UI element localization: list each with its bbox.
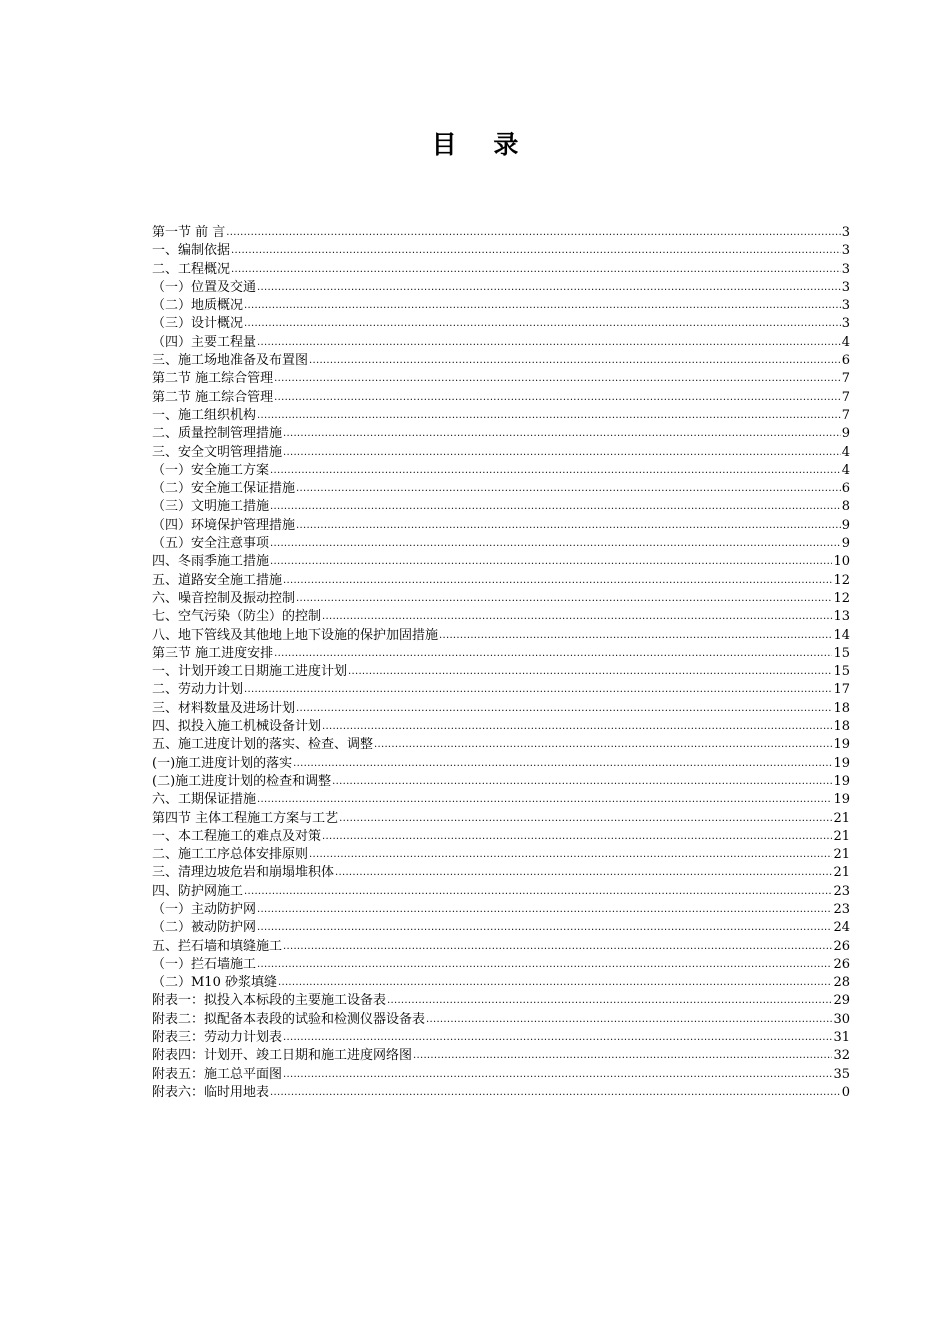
toc-page-number: 3 bbox=[841, 243, 850, 259]
toc-entry-text: （四）主要工程量 bbox=[152, 334, 257, 350]
toc-entry[interactable] bbox=[152, 663, 850, 681]
page-title: 目 录 bbox=[431, 130, 533, 159]
toc-entry[interactable] bbox=[152, 407, 850, 425]
toc-entry[interactable] bbox=[152, 681, 850, 699]
toc-page-number: 17 bbox=[833, 682, 850, 698]
toc-entry[interactable] bbox=[152, 627, 850, 645]
toc-page-number: 23 bbox=[833, 901, 850, 917]
toc-entry-text: 三、清理边坡危岩和崩塌堆积体 bbox=[152, 865, 335, 881]
toc-dot-leader bbox=[296, 700, 832, 718]
toc-entry-text: 二、质量控制管理措施 bbox=[152, 426, 283, 442]
toc-entry-text: (二)施工进度计划的检查和调整 bbox=[152, 773, 332, 789]
toc-dot-leader bbox=[335, 864, 832, 882]
toc-entry-text: 一、编制依据 bbox=[152, 243, 231, 259]
toc-entry[interactable] bbox=[152, 883, 850, 901]
toc-entry[interactable] bbox=[152, 1084, 850, 1102]
toc-entry[interactable] bbox=[152, 810, 850, 828]
toc-dot-leader bbox=[270, 535, 841, 553]
toc-dot-leader bbox=[339, 810, 832, 828]
toc-entry[interactable] bbox=[152, 901, 850, 919]
toc-page-number: 12 bbox=[833, 572, 850, 588]
toc-entry[interactable] bbox=[152, 700, 850, 718]
toc-entry-text: 一、本工程施工的难点及对策 bbox=[152, 828, 322, 844]
toc-entry-text: （二）安全施工保证措施 bbox=[152, 481, 296, 497]
toc-page-number: 26 bbox=[833, 956, 850, 972]
table-of-contents bbox=[152, 224, 850, 1102]
toc-entry[interactable] bbox=[152, 956, 850, 974]
toc-dot-leader bbox=[244, 297, 841, 315]
toc-dot-leader bbox=[278, 974, 832, 992]
toc-entry-text: 二、工程概况 bbox=[152, 261, 231, 277]
toc-dot-leader bbox=[231, 261, 841, 279]
toc-dot-leader bbox=[283, 572, 832, 590]
toc-entry[interactable] bbox=[152, 370, 850, 388]
toc-dot-leader bbox=[322, 828, 832, 846]
toc-entry-text: 附表三：劳动力计划表 bbox=[152, 1030, 283, 1046]
toc-dot-leader bbox=[439, 627, 832, 645]
toc-page-number: 12 bbox=[833, 590, 850, 606]
toc-entry[interactable] bbox=[152, 315, 850, 333]
toc-dot-leader bbox=[293, 755, 832, 773]
toc-entry[interactable] bbox=[152, 480, 850, 498]
toc-dot-leader bbox=[244, 681, 832, 699]
toc-dot-leader bbox=[244, 315, 841, 333]
toc-dot-leader bbox=[231, 242, 841, 260]
toc-entry[interactable] bbox=[152, 352, 850, 370]
toc-page-number: 21 bbox=[833, 810, 850, 826]
toc-dot-leader bbox=[257, 901, 832, 919]
toc-entry-text: （一）主动防护网 bbox=[152, 901, 257, 917]
toc-page-number: 21 bbox=[833, 865, 850, 881]
toc-entry[interactable] bbox=[152, 736, 850, 754]
toc-page-number: 7 bbox=[841, 389, 850, 405]
toc-entry[interactable] bbox=[152, 919, 850, 937]
toc-entry-text: （二）地质概况 bbox=[152, 298, 244, 314]
toc-dot-leader bbox=[283, 425, 841, 443]
toc-page-number: 9 bbox=[841, 517, 850, 533]
toc-dot-leader bbox=[270, 462, 841, 480]
toc-page-number: 3 bbox=[841, 261, 850, 277]
toc-entry[interactable] bbox=[152, 1011, 850, 1029]
toc-dot-leader bbox=[274, 389, 841, 407]
toc-dot-leader bbox=[309, 352, 841, 370]
toc-dot-leader bbox=[270, 1084, 841, 1102]
toc-dot-leader bbox=[296, 480, 841, 498]
toc-entry-text: 八、地下管线及其他地上地下设施的保护加固措施 bbox=[152, 627, 439, 643]
toc-entry-text: （二）被动防护网 bbox=[152, 920, 257, 936]
toc-entry[interactable] bbox=[152, 297, 850, 315]
toc-entry-text: 一、施工组织机构 bbox=[152, 407, 257, 423]
toc-page-number: 14 bbox=[833, 627, 850, 643]
toc-page-number: 4 bbox=[841, 334, 850, 350]
toc-entry-text: 一、计划开竣工日期施工进度计划 bbox=[152, 664, 348, 680]
toc-page-number: 15 bbox=[833, 645, 850, 661]
toc-dot-leader bbox=[387, 992, 832, 1010]
toc-entry[interactable] bbox=[152, 791, 850, 809]
toc-entry[interactable] bbox=[152, 718, 850, 736]
toc-entry[interactable] bbox=[152, 572, 850, 590]
toc-dot-leader bbox=[274, 370, 841, 388]
toc-page-number: 3 bbox=[841, 225, 850, 240]
toc-entry[interactable] bbox=[152, 425, 850, 443]
toc-dot-leader bbox=[296, 590, 832, 608]
toc-entry[interactable] bbox=[152, 535, 850, 553]
toc-page-number: 10 bbox=[833, 554, 850, 570]
toc-entry[interactable] bbox=[152, 1047, 850, 1065]
toc-entry-text: 五、拦石墙和填缝施工 bbox=[152, 938, 283, 954]
toc-dot-leader bbox=[413, 1047, 832, 1065]
toc-entry-text: 二、施工工序总体安排原则 bbox=[152, 847, 309, 863]
toc-dot-leader bbox=[226, 224, 840, 242]
toc-entry-text: （一）位置及交通 bbox=[152, 279, 257, 295]
toc-entry-text: （五）安全注意事项 bbox=[152, 536, 270, 552]
toc-dot-leader bbox=[257, 956, 832, 974]
toc-page-number: 31 bbox=[833, 1030, 850, 1046]
toc-entry[interactable] bbox=[152, 389, 850, 407]
toc-page-number: 35 bbox=[833, 1066, 850, 1082]
toc-page-number: 18 bbox=[833, 719, 850, 735]
toc-entry-text: 五、施工进度计划的落实、检查、调整 bbox=[152, 737, 374, 753]
toc-dot-leader bbox=[426, 1011, 832, 1029]
toc-dot-leader bbox=[257, 334, 841, 352]
toc-entry[interactable] bbox=[152, 1029, 850, 1047]
toc-entry-text: （一）安全施工方案 bbox=[152, 462, 270, 478]
toc-entry[interactable] bbox=[152, 462, 850, 480]
toc-entry[interactable] bbox=[152, 553, 850, 571]
toc-page-number: 3 bbox=[841, 316, 850, 332]
toc-entry[interactable] bbox=[152, 846, 850, 864]
toc-entry-text: 附表四：计划开、竣工日期和施工进度网络图 bbox=[152, 1048, 413, 1064]
toc-dot-leader bbox=[322, 718, 832, 736]
toc-dot-leader bbox=[309, 846, 832, 864]
toc-entry-text: （四）环境保护管理措施 bbox=[152, 517, 296, 533]
toc-page-number: 29 bbox=[833, 993, 850, 1009]
toc-dot-leader bbox=[322, 608, 832, 626]
toc-page-number: 19 bbox=[833, 755, 850, 771]
toc-entry[interactable] bbox=[152, 645, 850, 663]
toc-entry-text: 附表二：拟配备本表段的试验和检测仪器设备表 bbox=[152, 1011, 426, 1027]
toc-entry-text: 第三节 施工进度安排 bbox=[152, 645, 274, 661]
toc-page-number: 21 bbox=[833, 847, 850, 863]
toc-entry[interactable] bbox=[152, 608, 850, 626]
toc-dot-leader bbox=[257, 791, 832, 809]
toc-entry[interactable] bbox=[152, 864, 850, 882]
toc-entry-text: （二）M10 砂浆填缝 bbox=[152, 975, 277, 991]
toc-page-number: 0 bbox=[841, 1084, 850, 1100]
toc-dot-leader bbox=[348, 663, 832, 681]
toc-entry-text: 七、空气污染（防尘）的控制 bbox=[152, 609, 322, 625]
toc-entry-text: 二、劳动力计划 bbox=[152, 682, 244, 698]
toc-page-number: 26 bbox=[833, 938, 850, 954]
toc-entry[interactable] bbox=[152, 517, 850, 535]
toc-entry[interactable] bbox=[152, 974, 850, 992]
toc-page-number: 30 bbox=[833, 1011, 850, 1027]
toc-entry-text: （一）拦石墙施工 bbox=[152, 956, 257, 972]
toc-entry[interactable] bbox=[152, 590, 850, 608]
toc-entry[interactable] bbox=[152, 261, 850, 279]
toc-dot-leader bbox=[283, 1066, 832, 1084]
toc-entry-text: 六、噪音控制及振动控制 bbox=[152, 590, 296, 606]
toc-dot-leader bbox=[283, 444, 841, 462]
toc-entry-text: (一)施工进度计划的落实 bbox=[152, 755, 293, 771]
toc-page-number: 4 bbox=[841, 444, 850, 460]
toc-entry-text: 三、材料数量及进场计划 bbox=[152, 700, 296, 716]
toc-page-number: 15 bbox=[833, 664, 850, 680]
toc-entry[interactable] bbox=[152, 773, 850, 791]
toc-page-number: 28 bbox=[833, 975, 850, 991]
toc-entry-text: 四、拟投入施工机械设备计划 bbox=[152, 719, 322, 735]
toc-dot-leader bbox=[283, 1029, 832, 1047]
toc-dot-leader bbox=[283, 938, 832, 956]
toc-entry-text: （三）设计概况 bbox=[152, 316, 244, 332]
toc-page-number: 19 bbox=[833, 737, 850, 753]
toc-dot-leader bbox=[270, 553, 832, 571]
toc-page-number: 32 bbox=[833, 1048, 850, 1064]
toc-page-number: 18 bbox=[833, 700, 850, 716]
toc-page-number: 13 bbox=[833, 609, 850, 625]
toc-entry-text: 六、工期保证措施 bbox=[152, 792, 257, 808]
toc-page-number: 6 bbox=[841, 353, 850, 369]
toc-dot-leader bbox=[332, 773, 832, 791]
toc-page-number: 9 bbox=[841, 426, 850, 442]
toc-page-number: 23 bbox=[833, 883, 850, 899]
toc-entry[interactable] bbox=[152, 334, 850, 352]
toc-entry-text: 第二节 施工综合管理 bbox=[152, 371, 274, 387]
toc-entry[interactable] bbox=[152, 498, 850, 516]
toc-entry-text: 第一节 前 言 bbox=[152, 225, 226, 240]
toc-entry-text: 附表一：拟投入本标段的主要施工设备表 bbox=[152, 993, 387, 1009]
toc-dot-leader bbox=[257, 279, 841, 297]
toc-entry[interactable] bbox=[152, 444, 850, 462]
toc-dot-leader bbox=[296, 517, 841, 535]
toc-page-number: 19 bbox=[833, 792, 850, 808]
toc-entry[interactable] bbox=[152, 992, 850, 1010]
toc-entry[interactable] bbox=[152, 755, 850, 773]
toc-dot-leader bbox=[270, 498, 841, 516]
toc-entry-text: 四、冬雨季施工措施 bbox=[152, 554, 270, 570]
toc-entry[interactable] bbox=[152, 938, 850, 956]
toc-entry-text: 第四节 主体工程施工方案与工艺 bbox=[152, 810, 339, 826]
toc-page-number: 21 bbox=[833, 828, 850, 844]
toc-page-number: 24 bbox=[833, 920, 850, 936]
toc-dot-leader bbox=[257, 407, 841, 425]
toc-dot-leader bbox=[374, 736, 832, 754]
toc-page-number: 19 bbox=[833, 773, 850, 789]
toc-entry[interactable] bbox=[152, 279, 850, 297]
toc-page-number: 9 bbox=[841, 536, 850, 552]
toc-entry-text: 附表六：临时用地表 bbox=[152, 1084, 270, 1100]
toc-dot-leader bbox=[257, 919, 832, 937]
toc-page-number: 3 bbox=[841, 298, 850, 314]
toc-entry-text: 五、道路安全施工措施 bbox=[152, 572, 283, 588]
toc-entry-text: （三）文明施工措施 bbox=[152, 499, 270, 515]
toc-page-number: 3 bbox=[841, 279, 850, 295]
toc-entry-text: 三、安全文明管理措施 bbox=[152, 444, 283, 460]
toc-entry[interactable] bbox=[152, 1066, 850, 1084]
toc-entry[interactable] bbox=[152, 224, 850, 242]
toc-page-number: 8 bbox=[841, 499, 850, 515]
toc-entry-text: 三、施工场地准备及布置图 bbox=[152, 353, 309, 369]
toc-entry[interactable] bbox=[152, 242, 850, 260]
toc-page-number: 7 bbox=[841, 407, 850, 423]
toc-dot-leader bbox=[274, 645, 832, 663]
toc-dot-leader bbox=[244, 883, 832, 901]
toc-page-number: 7 bbox=[841, 371, 850, 387]
toc-entry-text: 附表五：施工总平面图 bbox=[152, 1066, 283, 1082]
toc-page-number: 6 bbox=[841, 481, 850, 497]
toc-entry-text: 四、防护网施工 bbox=[152, 883, 244, 899]
toc-entry[interactable] bbox=[152, 828, 850, 846]
toc-entry-text: 第二节 施工综合管理 bbox=[152, 389, 274, 405]
toc-page-number: 4 bbox=[841, 462, 850, 478]
